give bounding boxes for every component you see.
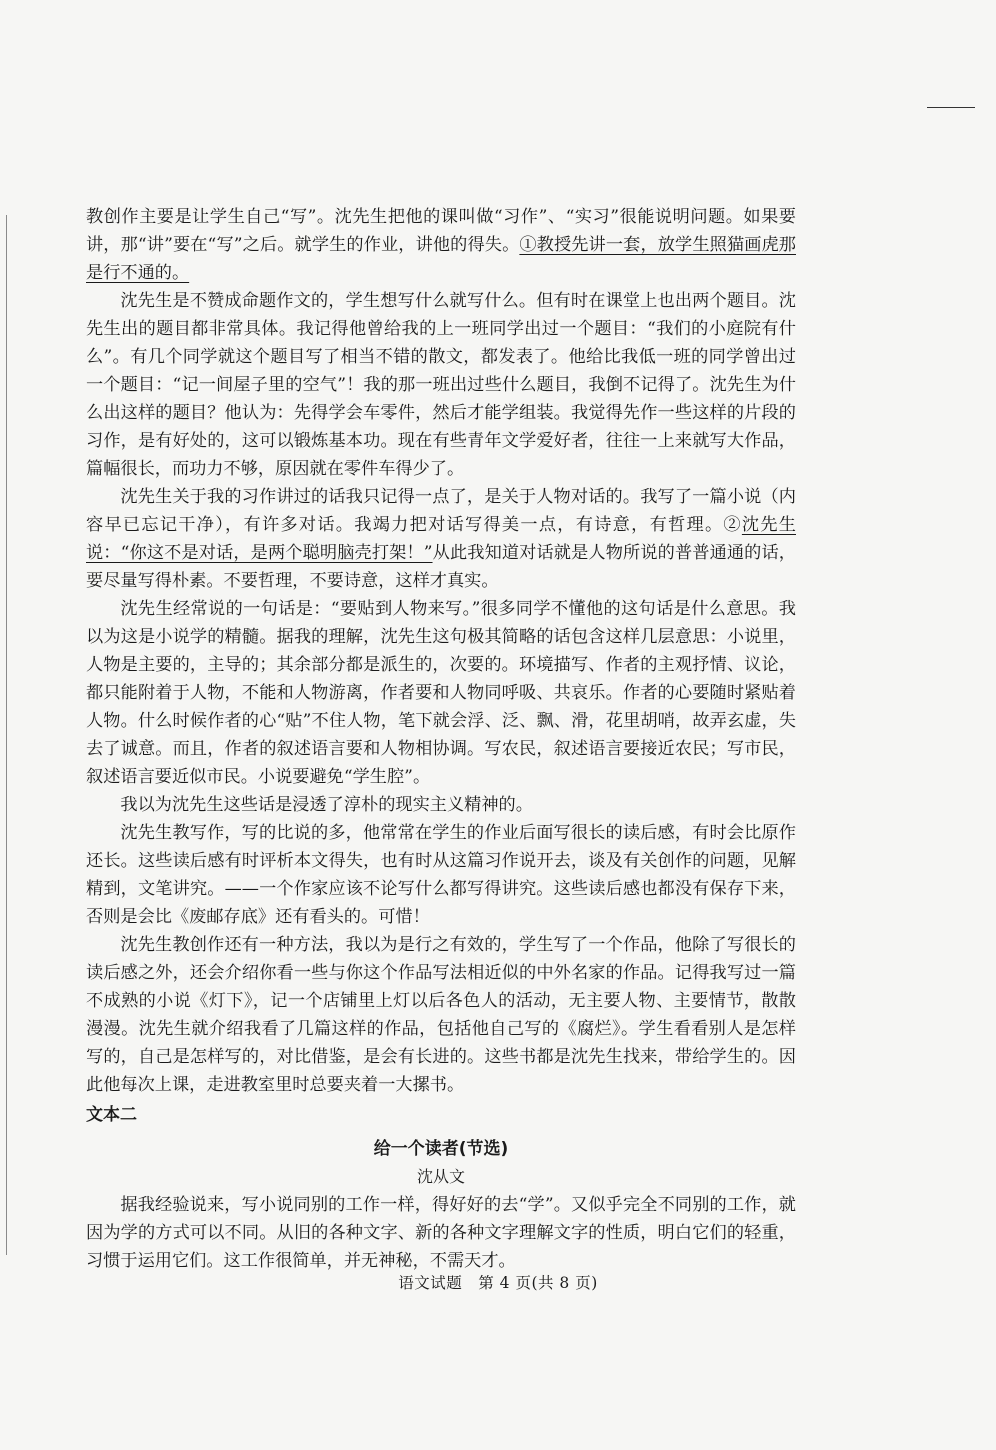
text1-paragraph-5: 我以为沈先生这些话是浸透了淳朴的现实主义精神的。: [120, 795, 533, 815]
text1-paragraph-4: 沈先生经常说的一句话是：“要贴到人物来写。”很多同学不懂他的这句话是什么意思。我以为这是小说学的精髓。据我的理解，沈先生这句极其简略的话包含这样几层意思：小说里，人物是主要的，主导的；其余部分都是派生的，次要的。环境描写、作者的主观抒情、议论，都只能附着于人物，不能和人物游离，作者要和人物同呼吸、共哀乐。作者的心要随时紧贴着人物。什么时候作者的心“贴”不住人物，笔下就会浮、泛、飘、滑，花里胡哨，故弄玄虚，失去了诚意。而且，作者的叙述语言要和人物相协调。写农民，叙述语言要接近农民；写市民，叙述语言要近似市民。小说要避免“学生腔”。: [86, 599, 796, 787]
underlined-sentence-2: 沈先生说：“你这不是对话，是两个聪明脑壳打架！”: [86, 515, 796, 563]
piece-title: 给一个读者(节选): [373, 1139, 509, 1159]
section-label-text2: 文本二: [86, 1105, 137, 1125]
underlined-sentence-1: ①教授先讲一套，放学生照猫画虎那是行不通的。: [86, 235, 796, 283]
scan-binding-line: [6, 215, 7, 1255]
page-footer: 语文试题 第 4 页(共 8 页): [398, 1274, 598, 1292]
text1-paragraph-2: 沈先生是不赞成命题作文的，学生想写什么就写什么。但有时在课堂上也出两个题目。沈先生出的题目都非常具体。我记得他曾给我的上一班同学出过一个题目：“我们的小庭院有什么”。有几个同学就这个题目写了相当不错的散文，都发表了。他给比我低一班的同学曾出过一个题目：“记一间屋子里的空气”！我的那一班出过些什么题目，我倒不记得了。沈先生为什么出这样的题目？他认为：先得学会车零件，然后才能学组装。我觉得先作一些这样的片段的习作，是有好处的，这可以锻炼基本功。现在有些青年文学爱好者，往往一上来就写大作品，篇幅很长，而功力不够，原因就在零件车得少了。: [86, 291, 796, 479]
text1-paragraph-1: 教创作主要是让学生自己“写”。沈先生把他的课叫做“习作”、“实习”很能说明问题。如果要讲，那“讲”要在“写”之后。就学生的作业，讲他的得失。①教授先讲一套，放学生照猫画虎那是行不通的。: [86, 207, 796, 283]
page-body: [86, 203, 796, 1275]
piece-author: 沈从文: [416, 1167, 465, 1186]
scan-edge-mark: [927, 107, 975, 108]
text1-paragraph-6: 沈先生教写作，写的比说的多，他常常在学生的作业后面写很长的读后感，有时会比原作还长。这些读后感有时评析本文得失，也有时从这篇习作说开去，谈及有关创作的问题，见解精到，文笔讲究。——一个作家应该不论写什么都写得讲究。这些读后感也都没有保存下来，否则是会比《废邮存底》还有看头的。可惜！: [86, 823, 796, 927]
text1-paragraph-7: 沈先生教创作还有一种方法，我以为是行之有效的，学生写了一个作品，他除了写很长的读后感之外，还会介绍你看一些与你这个作品写法相近似的中外名家的作品。记得我写过一篇不成熟的小说《灯下》，记一个店铺里上灯以后各色人的活动，无主要人物、主要情节，散散漫漫。沈先生就介绍我看了几篇这样的作品，包括他自己写的《腐烂》。学生看看别人是怎样写的，自己是怎样写的，对比借鉴，是会有长进的。这些书都是沈先生找来，带给学生的。因此他每次上课，走进教室里时总要夹着一大摞书。: [86, 935, 796, 1095]
text2-paragraph-1: 据我经验说来，写小说同别的工作一样，得好好的去“学”。又似乎完全不同别的工作，就因为学的方式可以不同。从旧的各种文字、新的各种文字理解文字的性质，明白它们的轻重，习惯于运用它们。这工作很简单，并无神秘，不需天才。: [86, 1195, 796, 1271]
text1-paragraph-3: 沈先生关于我的习作讲过的话我只记得一点了，是关于人物对话的。我写了一篇小说（内容早已忘记干净），有许多对话。我竭力把对话写得美一点，有诗意，有哲理。②沈先生说：“你这不是对话，是两个聪明脑壳打架！”从此我知道对话就是人物所说的普普通通的话，要尽量写得朴素。不要哲理，不要诗意，这样才真实。: [86, 487, 796, 591]
